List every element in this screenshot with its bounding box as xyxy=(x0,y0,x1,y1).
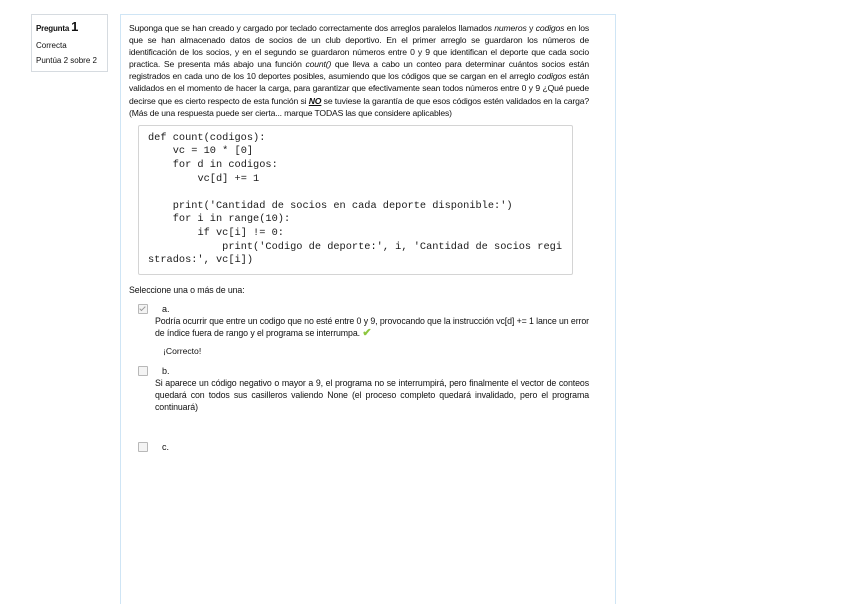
answer-a-text xyxy=(155,315,589,339)
question-text-part: que lleva a cabo un conteo para determinar cuántos socios están registrados en cada uno de los 10 deportes posibles, asumiendo que los códigos que se cargan en el arreglo xyxy=(129,59,589,82)
answer-a-letter: a. xyxy=(162,303,170,314)
question-text-emphasis: codigos xyxy=(537,71,567,82)
question-text-emphasis: NO xyxy=(308,95,322,106)
answer-b-letter: b. xyxy=(162,365,170,376)
question-state: Correcta xyxy=(36,41,67,51)
question-text-emphasis: codigos xyxy=(535,23,565,33)
question-text-part: en los que se han almacenado datos de socios de un club deportivo. En el primer arreglo se guardaron los números de identificación de los socios, y en el segundo se guardaron números entre 0 y 9 que identifican el deporte que cada socio practica. Se presenta más abajo una función xyxy=(129,23,589,70)
question-text xyxy=(129,22,589,119)
question-text-part: y xyxy=(526,23,536,33)
question-info-box xyxy=(31,14,108,72)
question-text-emphasis: numeros xyxy=(494,23,527,33)
answer-prompt: Seleccione una o más de una: xyxy=(129,284,245,295)
answer-a-text-content: Podría ocurrir que entre un codigo que no esté entre 0 y 9, provocando que la instrucción vc[d] += 1 lance un error de índice fuera de rango y el programa se interrumpa. xyxy=(155,315,589,338)
question-label: Pregunta xyxy=(36,24,70,33)
answer-option-c[interactable] xyxy=(129,441,589,453)
question-text-emphasis: count() xyxy=(305,59,332,70)
question-number-value: 1 xyxy=(71,19,79,34)
answer-b-text: Si aparece un código negativo o mayor a 9, el programa no se interrumpirá, pero finalmente el vector de conteos quedará con todos sus casilleros valiendo None (el proceso completo quedará invalidado, pero el programa continuará) xyxy=(155,377,589,412)
question-number xyxy=(36,18,103,36)
answer-option-b[interactable] xyxy=(129,365,589,413)
answer-a-checkbox[interactable] xyxy=(138,304,148,314)
correct-check-icon: ✔ xyxy=(362,326,372,339)
answer-option-a[interactable] xyxy=(129,303,589,357)
answer-c-checkbox[interactable] xyxy=(138,442,148,452)
question-content xyxy=(120,14,616,604)
question-text-part: están validados en el momento de hacer la carga, para garantizar que efectivamente sean todos números entre 0 y 9 ¿Qué puede decirse que es cierto respecto de esta función si xyxy=(129,71,590,106)
answer-b-checkbox[interactable] xyxy=(138,366,148,376)
question-grade: Puntúa 2 sobre 2 xyxy=(36,56,97,66)
answer-a-feedback: ¡Correcto! xyxy=(163,345,202,356)
answer-c-letter: c. xyxy=(162,441,170,452)
code-block: def count(codigos): vc = 10 * [0] for d in codigos: vc[d] += 1 print('Cantidad de socios en cada deporte disponible:') for i in range(10): if vc[i] != 0: print('Codigo de deporte:', i, 'Cantidad de socios registrados:', vc[i]) xyxy=(138,125,573,275)
question-text-part: se tuviese la garantía de que esos códigos estén validados en la carga? (Más de una respuesta puede ser cierta... marque TODAS las que considere aplicables) xyxy=(129,95,589,118)
question-text-part: Suponga que se han creado y cargado por teclado correctamente dos arreglos paralelos llamados xyxy=(129,23,495,33)
